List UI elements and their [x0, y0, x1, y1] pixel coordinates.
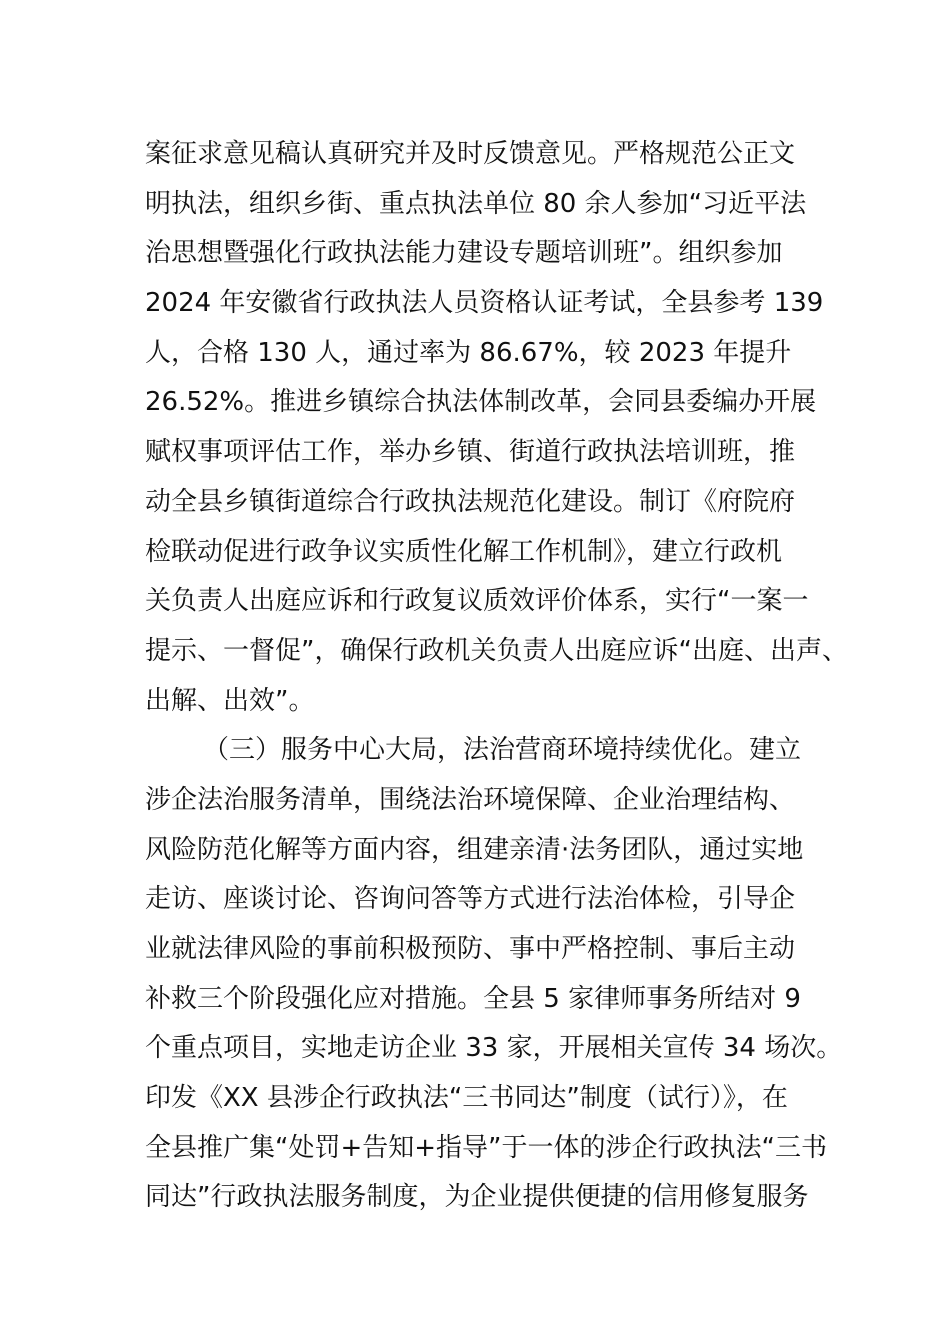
text-line: 风险防范化解等方面内容，组建亲清·法务团队，通过实地: [145, 834, 804, 865]
text-line: 动全县乡镇街道综合行政执法规范化建设。制订《府院府: [145, 486, 796, 517]
text-line: 赋权事项评估工作，举办乡镇、街道行政执法培训班，推: [145, 437, 796, 468]
text-line: 2024 年安徽省行政执法人员资格认证考试，全县参考 139: [145, 288, 824, 319]
text-line: 关负责人出庭应诉和行政复议质效评价体系，实行“一案一: [145, 586, 809, 617]
body-text: [145, 130, 848, 1223]
text-line: 印发《XX 县涉企行政执法“三书同达”制度（试行）》，在: [145, 1083, 788, 1114]
text-line: 26.52%。推进乡镇综合执法体制改革，会同县委编办开展: [145, 387, 817, 418]
text-line: 补救三个阶段强化应对措施。全县 5 家律师事务所结对 9: [145, 983, 801, 1014]
text-line: 案征求意见稿认真研究并及时反馈意见。严格规范公正文: [145, 139, 796, 169]
text-line: 全县推广集“处罚+告知+指导”于一体的涉企行政执法“三书: [145, 1132, 827, 1163]
text-line: 检联动促进行政争议实质性化解工作机制》，建立行政机: [145, 536, 783, 567]
text-line: 人，合格 130 人，通过率为 86.67%，较 2023 年提升: [145, 337, 792, 368]
section-heading-line: （三）服务中心大局，法治营商环境持续优化。建立: [203, 735, 802, 766]
text-line: 出解、出效”。: [145, 685, 315, 716]
text-line: 同达”行政执法服务制度，为企业提供便捷的信用修复服务: [145, 1182, 809, 1213]
text-line: 走访、座谈讨论、咨询问答等方式进行法治体检，引导企: [145, 884, 796, 915]
text-line: 个重点项目，实地走访企业 33 家，开展相关宣传 34 场次。: [145, 1033, 843, 1064]
text-line: 提示、一督促”，确保行政机关负责人出庭应诉“出庭、出声、: [145, 635, 848, 666]
text-line: 明执法，组织乡街、重点执法单位 80 余人参加“习近平法: [145, 188, 807, 219]
text-line: 业就法律风险的事前积极预防、事中严格控制、事后主动: [145, 934, 796, 964]
text-line: 涉企法治服务清单，围绕法治环境保障、企业治理结构、: [145, 784, 796, 815]
text-line: 治思想暨强化行政执法能力建设专题培训班”。组织参加: [145, 238, 783, 269]
